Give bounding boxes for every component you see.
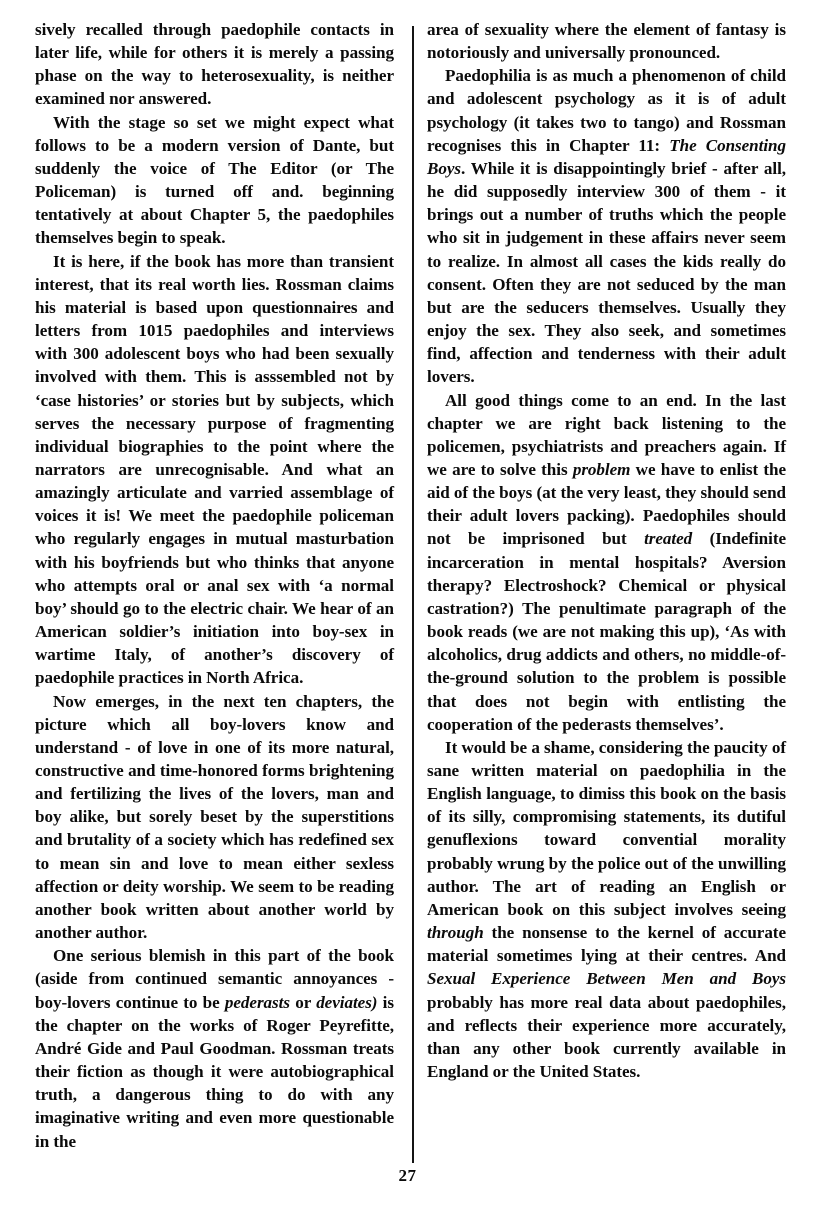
italic-emphasis: through (427, 923, 484, 943)
text-run: or (289, 992, 317, 1012)
text-run: probably has more real data about paedophiles, and reflects their experience more accurately, than any other book currently available in England or the United States. (427, 992, 786, 1082)
text-run: All good things come to an end. In the last chapter we are right back listening to the policemen, psychiatrists and preachers again. If we are to solve this (427, 390, 786, 479)
body-paragraph (427, 18, 786, 64)
text-run: we have to enlist the aid of the boys (at the very least, they should send their adult lovers packing). Paedophiles should not be imprisoned but (427, 459, 786, 549)
text-run: area of sexuality where the element of fantasy is notoriously and universally pronounced. (427, 20, 786, 63)
body-paragraph (427, 736, 786, 1083)
body-paragraph (35, 18, 394, 111)
right-text-column (427, 18, 786, 1083)
body-paragraph (35, 250, 394, 690)
text-run: . While it is disappointingly brief - after all, he did supposedly interview 300 of them - it brings out a number of truths which the people who sit in judgement in these affairs never seem to realize. In almost all cases the kids really do consent. Often they are not seduced by the man but are the seducers themselves. Usually they enjoy the sex. They also seek, and sometimes find, affection and tenderness with their adult lovers. (427, 158, 786, 387)
page-columns (35, 18, 786, 1151)
body-paragraph (35, 111, 394, 250)
text-run: With the stage so set we might expect what follows to be a modern version of Dante, but suddenly the voice of The Editor (or The Policeman) is turned off and. beginning tentatively at about Chapter 5, the paedophiles themselves begin to speak. (35, 112, 394, 248)
body-paragraph (427, 389, 786, 736)
body-paragraph (427, 64, 786, 388)
italic-emphasis: pederasts (224, 992, 290, 1012)
text-run: It is here, if the book has more than transient interest, that its real worth lies. Rossman claims his material is based upon questionnaires and letters from 1015 paedophiles and interviews with 300 adolescent boys who had been sexually involved with them. This is asssembled not by ‘case histories’ or stories but by subjects, which serves the necessary purpose of fragmenting individual biographies to the point where the narrators are unrecognisable. And what an amazingly articulate and varried assemblage of voices it is! We meet the paedophile policeman who regularly engages in mutual masturbation with his boyfriends but who thinks that anyone who attempts oral or anal sex with ‘a normal boy’ should go to the electric chair. We hear of an American soldier’s initiation into boy-sex in wartime Italy, of another’s discovery of paedophile practices in North Africa. (35, 251, 394, 688)
italic-emphasis: problem (572, 459, 631, 479)
italic-emphasis: deviates) (316, 992, 378, 1012)
body-paragraph (35, 944, 394, 1152)
italic-emphasis: The Consenting Boys (427, 135, 786, 178)
text-run: is the chapter on the works of Roger Peyrefitte, André Gide and Paul Goodman. Rossman treats their fiction as though it were autobiographical truth, a dangerous thing to do with any imaginative writing and even more questionable in the (35, 992, 394, 1151)
text-run: One serious blemish in this part of the book (aside from continued semantic annoyances - boy-lovers continue to be (35, 946, 394, 1012)
text-run: It would be a shame, considering the paucity of sane written material on paedophilia in the English language, to dimiss this book on the basis of its silly, compromising statements, its dutiful genuflexions toward convential morality probably wrung by the police out of the unwilling author. The art of reading an English or American book on this subject involves seeing (427, 737, 786, 919)
text-run: Paedophilia is as much a phenomenon of child and adolescent psychology as it is of adult psychology (it takes two to tango) and Rossman recognises this in Chapter 11: (427, 66, 786, 155)
text-run: the nonsense to the kernel of accurate material sometimes lying at their centres. And (427, 923, 786, 966)
left-text-column (35, 18, 394, 1153)
italic-emphasis: treated (644, 529, 693, 549)
column-divider-rule (412, 26, 414, 1163)
text-run: sively recalled through paedophile contacts in later life, while for others it is merely a passing phase on the way to heterosexuality, is neither examined nor answered. (35, 20, 394, 109)
italic-emphasis: Sexual Experience Between Men and Boys (427, 969, 786, 989)
text-run: (Indefinite incarceration in mental hospitals? Aversion therapy? Electroshock? Chemical or physical castration?) The penultimate paragraph of the book reads (we are not making this up), ‘As with alcoholics, drug addicts and others, no middle-of-the-ground solution to the problem is possible that does not begin with entlisting the cooperation of the pederasts themselves’. (427, 529, 786, 734)
body-paragraph (35, 690, 394, 945)
text-run: Now emerges, in the next ten chapters, the picture which all boy-lovers know and understand - of love in one of its more natural, constructive and time-honored forms brightening and fertilizing the lives of the lovers, man and boy alike, but sorely beset by the superstitions and brutality of a society which has redefined sex to mean sin and love to mean either sexless affection or deity worship. We seem to be reading another book written about another world by another author. (35, 691, 394, 943)
page-number-folio: 27 (398, 1166, 417, 1185)
